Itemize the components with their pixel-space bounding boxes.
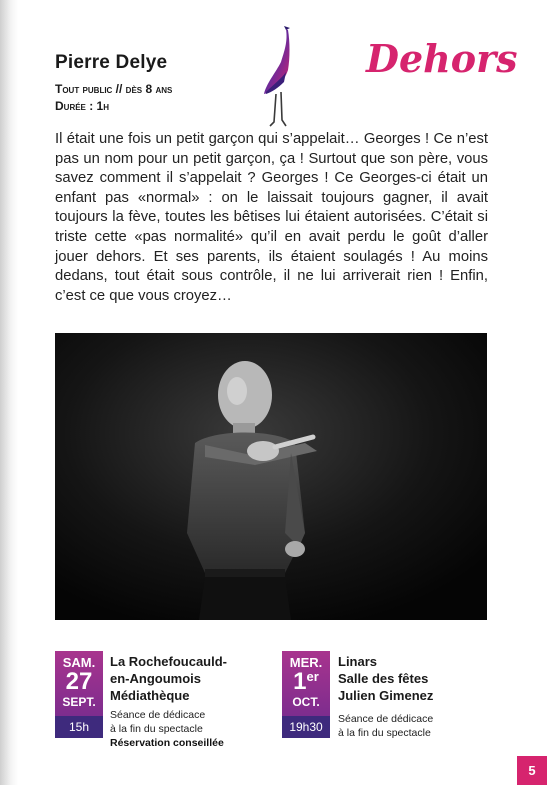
venue-line: Salle des fêtes: [338, 671, 429, 686]
event-time: 19h30: [282, 716, 330, 738]
event-note: [110, 708, 224, 750]
note-line: Séance de dédicace: [338, 713, 434, 725]
note-line: Séance de dédicace: [110, 709, 206, 721]
event-day-number: 1er: [293, 668, 319, 695]
event-date-badge: [55, 651, 103, 738]
note-line: Réservation conseillée: [110, 737, 224, 749]
synopsis-text: Il était une fois un petit garçon qui s’appelait… Georges ! Ce n’est pas un nom pour un petit garçon, ça ! Surtout que son père, vous savez comment il s’appelait ? Georges ! Ce Georges-ci était un enfant pas «normal» : on le laissait toujours gagner, il avait toujours la fève, toutes les bêtises lui étaient autorisées. C’était si triste cette «pas normalité» qu’il en avait perdu le goût d’aller jouer dehors. Et ses parents, ils étaient soulagés ! Au moins dedans, tout était sous contrôle, il ne lui arriverait rien ! Enfin, c’est ce que vous croyez…: [55, 131, 488, 304]
event-note: [338, 712, 433, 740]
event-weekday: SAM.: [62, 655, 96, 670]
event-weekday: MER.: [289, 655, 323, 670]
event-venue: [338, 653, 433, 704]
venue-line: Médiathèque: [110, 688, 190, 703]
heron-illustration: [248, 22, 308, 130]
note-line: à la fin du spectacle: [110, 723, 203, 735]
venue-line: La Rochefoucauld-: [110, 654, 228, 669]
venue-line: Linars: [338, 654, 378, 669]
venue-line: en-Angoumois: [110, 671, 201, 686]
venue-line: Julien Gimenez: [338, 688, 434, 703]
show-title: Dehors: [366, 36, 518, 81]
event-month: SEPT.: [62, 695, 96, 709]
author-name: Pierre Delye: [55, 52, 168, 73]
event-time: 15h: [55, 716, 103, 738]
performer-photo: [55, 333, 487, 620]
event-day-number: 27: [65, 668, 93, 695]
note-line: à la fin du spectacle: [338, 727, 431, 739]
event-venue: [110, 653, 227, 704]
event-month: OCT.: [292, 695, 320, 709]
page-number: 5: [517, 756, 547, 785]
audience-info: Tout public // dès 8 ans: [55, 82, 173, 96]
duration-info: Durée : 1h: [55, 99, 110, 113]
event-date-badge: [282, 651, 330, 738]
page-gutter-shadow: [0, 0, 18, 785]
